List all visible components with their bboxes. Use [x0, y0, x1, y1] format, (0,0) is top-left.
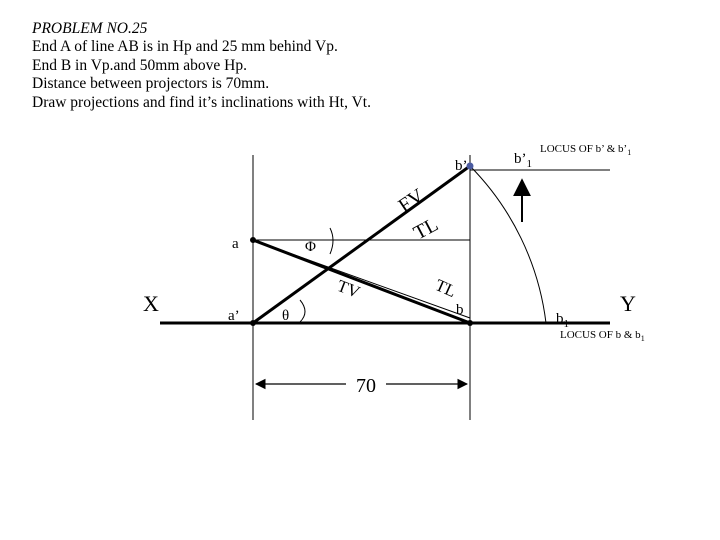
- tv-label: TV: [334, 275, 363, 302]
- x-label: X: [143, 291, 159, 316]
- locus-lower-label: LOCUS OF b & $b_1$: [560, 329, 645, 343]
- label-b: b: [456, 302, 464, 318]
- point-a: [250, 237, 256, 243]
- theta-label: θ: [282, 308, 290, 324]
- problem-heading: PROBLEM NO.25: [32, 20, 148, 37]
- problem-line-1: End A of line AB is in Hp and 25 mm behind Vp.: [32, 38, 338, 56]
- dimension-label: 70: [356, 375, 376, 397]
- point-b: [467, 320, 473, 326]
- point-b-prime: [467, 163, 474, 170]
- problem-line-4: Draw projections and find it’s inclinations with Ht, Vt.: [32, 93, 371, 111]
- problem-line-2: End B in Vp.and 50mm above Hp.: [32, 56, 247, 74]
- locus-upper-label: LOCUS OF b’ & $b’_1$: [540, 143, 632, 157]
- phi-label: Φ: [305, 239, 316, 255]
- label-a: a: [232, 236, 239, 252]
- tl-lower-label: TL: [432, 275, 460, 302]
- phi-arc: [330, 228, 333, 254]
- theta-arc: [300, 300, 305, 322]
- problem-line-3: Distance between projectors is 70mm.: [32, 75, 270, 93]
- label-b-prime: b’: [455, 158, 468, 174]
- label-a-prime: a’: [228, 308, 240, 324]
- label-b-prime-1: $b’_1$: [514, 151, 532, 170]
- fv-label: FV: [394, 184, 429, 218]
- point-a-prime: [250, 320, 256, 326]
- tl-upper-label: TL: [410, 213, 442, 245]
- arc-front-view: [470, 166, 546, 323]
- true-length-front-line: [253, 166, 470, 323]
- y-label: Y: [620, 291, 636, 316]
- label-b-1: $b_1$: [556, 311, 569, 330]
